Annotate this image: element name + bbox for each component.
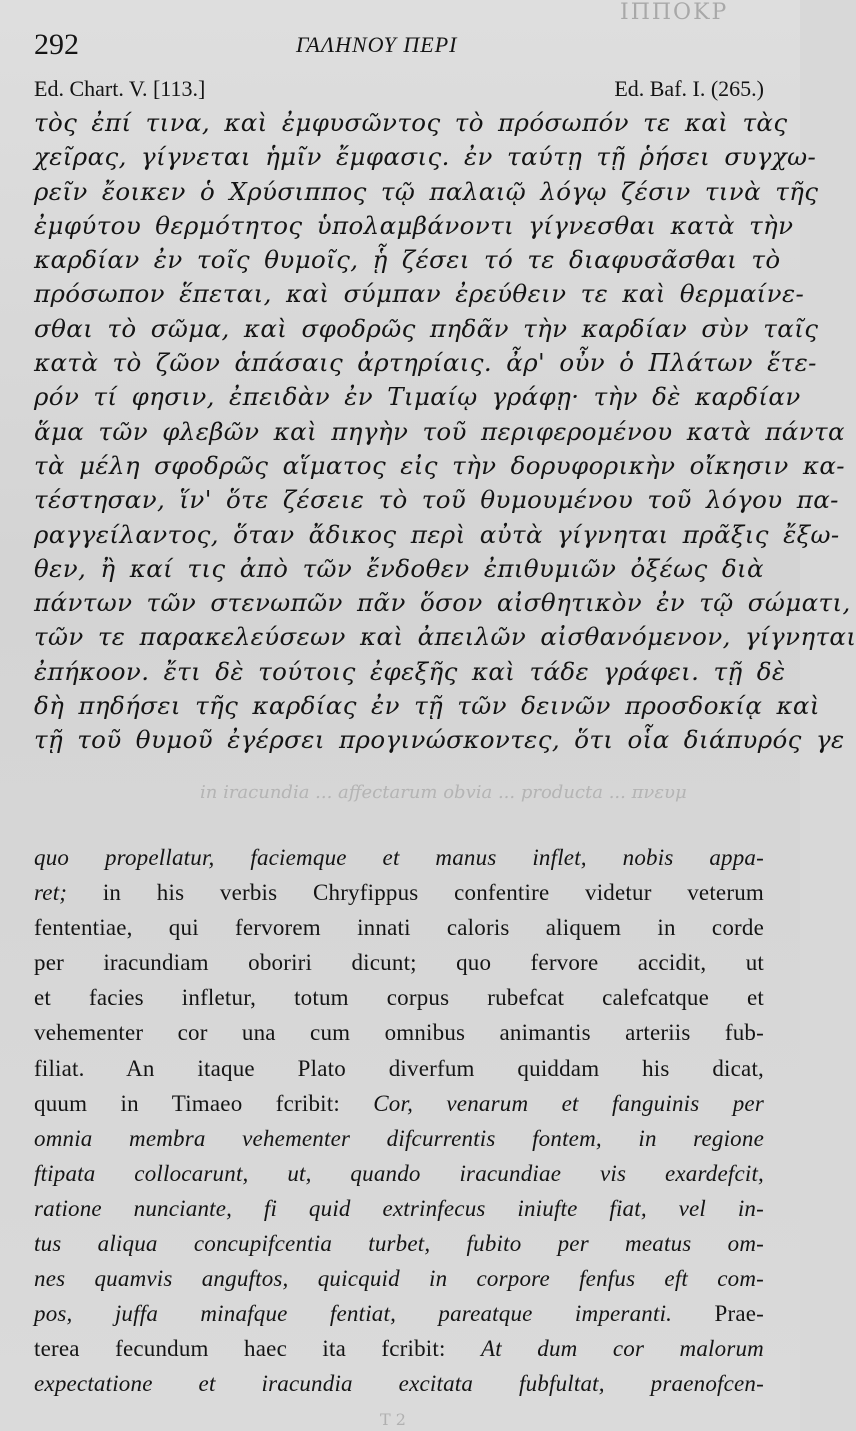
latin-italic-segment: omnia membra vehementer difcurrentis fontem, in regione bbox=[34, 1125, 764, 1151]
greek-line: τὸς ἐπί τινα, καὶ ἐμφυσῶντος τὸ πρόσωπόν τε καὶ τὰς bbox=[34, 108, 788, 137]
greek-line: πάντων τῶν στενωπῶν πᾶν ὅσον αἰσθητικὸν ἐν τῷ σώματι, bbox=[34, 588, 851, 618]
latin-italic-segment: pos, juffa minafque fentiat, pareatque imperanti. bbox=[34, 1301, 673, 1327]
greek-line: καρδίαν ἐν τοῖς θυμοῖς, ᾗ ζέσει τό τε διαφυσᾶσθαι τὸ bbox=[34, 245, 781, 275]
greek-line: ἐμφύτου θερμότητος ὑπολαμβάνοντι γίγνεσθαι κατὰ τὴν bbox=[34, 210, 794, 240]
latin-roman-segment: terea fecundum haec ita fcribit: bbox=[34, 1336, 481, 1362]
latin-italic-segment: tus aliqua concupifcentia turbet, fubito per meatus om- bbox=[34, 1231, 764, 1257]
latin-line bbox=[34, 1191, 764, 1226]
bleed-through-text-top: ΙΠΠΟΚΡ bbox=[620, 0, 729, 25]
latin-roman-segment: filiat. An itaque Plato diverfum quiddam his dicat, bbox=[34, 1055, 764, 1081]
latin-line bbox=[34, 1366, 764, 1401]
edition-chartier-ref: Ed. Chart. V. [113.] bbox=[34, 76, 206, 101]
greek-line: σθαι τὸ σῶμα, καὶ σφοδρῶς πηδᾶν τὴν καρδίαν σὺν ταῖς bbox=[34, 313, 819, 343]
latin-line bbox=[34, 1156, 764, 1191]
bleed-through-text-middle: in iracundia ... affectarum obvia ... producta ... πνευμ bbox=[200, 782, 687, 803]
greek-line: τὰ μέλη σφοδρῶς αἵματος εἰς τὴν δορυφορικὴν οἴκησιν κα- bbox=[34, 450, 845, 480]
bleed-through-text-bottom: T 2 bbox=[380, 1410, 406, 1429]
greek-text-block bbox=[34, 106, 856, 758]
latin-italic-segment: ratione nunciante, fi quid extrinfecus iniufte fiat, vel in- bbox=[34, 1195, 764, 1221]
latin-line bbox=[34, 980, 764, 1015]
latin-line bbox=[34, 1331, 764, 1366]
latin-roman-segment: per iracundiam oboriri dicunt; quo fervore accidit, ut bbox=[34, 950, 764, 976]
latin-italic-segment: expectatione et iracundia excitata fubfultat, praenofcen- bbox=[34, 1371, 764, 1397]
latin-line bbox=[34, 875, 764, 910]
latin-italic-segment: quo propellatur, faciemque et manus inflet, nobis appa- bbox=[34, 845, 764, 870]
latin-line bbox=[34, 1015, 764, 1050]
latin-line bbox=[34, 910, 764, 945]
latin-text-block bbox=[34, 840, 764, 1402]
edition-basel-ref: Ed. Baf. I. (265.) bbox=[614, 76, 764, 101]
greek-line: χεῖρας, γίγνεται ἡμῖν ἔμφασις. ἐν ταύτῃ τῇ ῥήσει συγχω- bbox=[34, 142, 817, 172]
latin-roman-segment: fententiae, qui fervorem innati caloris aliquem in corde bbox=[34, 915, 764, 941]
greek-line: πρόσωπον ἕπεται, καὶ σύμπαν ἐρεύθειν τε καὶ θερμαίνε- bbox=[34, 279, 805, 309]
greek-line: ἅμα τῶν φλεβῶν καὶ πηγὴν τοῦ περιφερομένου κατὰ πάντα bbox=[34, 416, 845, 446]
page-number: 292 bbox=[34, 28, 79, 61]
latin-line bbox=[34, 840, 764, 875]
greek-line: θεν, ἢ καί τις ἀπὸ τῶν ἔνδοθεν ἐπιθυμιῶν ὀξέως διὰ bbox=[34, 553, 764, 583]
page-header bbox=[34, 28, 764, 72]
latin-line bbox=[34, 1051, 764, 1086]
greek-line: ρόν τί φησιν, ἐπειδὰν ἐν Τιμαίῳ γράφῃ· τὴν δὲ καρδίαν bbox=[34, 382, 801, 412]
latin-line bbox=[34, 1226, 764, 1261]
running-title: ΓΑΛΗΝΟΥ ΠΕΡΙ bbox=[296, 32, 458, 57]
latin-italic-segment: At dum cor malorum bbox=[481, 1336, 764, 1362]
latin-line bbox=[34, 1121, 764, 1156]
latin-roman-segment: in his verbis Chryfippus confentire videtur veterum bbox=[67, 880, 764, 906]
latin-line bbox=[34, 1086, 764, 1121]
edition-reference-line bbox=[34, 76, 764, 106]
greek-line: ἐπήκοον. ἔτι δὲ τούτοις ἐφεξῆς καὶ τάδε γράφει. τῇ δὲ bbox=[34, 656, 786, 686]
greek-line: κατὰ τὸ ζῶον ἁπάσαις ἀρτηρίαις. ἆρ' οὖν ὁ Πλάτων ἕτε- bbox=[34, 348, 817, 378]
latin-italic-segment: ftipata collocarunt, ut, quando iracundiae vis exardefcit, bbox=[34, 1160, 764, 1186]
latin-line bbox=[34, 1261, 764, 1296]
latin-roman-segment: quum in Timaeo fcribit: bbox=[34, 1090, 374, 1116]
greek-line: τέστησαν, ἵν' ὅτε ζέσειε τὸ τοῦ θυμουμένου τοῦ λόγου πα- bbox=[34, 485, 839, 515]
greek-line: ραγγείλαντος, ὅταν ἄδικος περὶ αὐτὰ γίγνηται πρᾶξις ἔξω- bbox=[34, 519, 840, 549]
greek-line: τῶν τε παρακελεύσεων καὶ ἀπειλῶν αἰσθανόμενον, γίγνηται bbox=[34, 622, 856, 652]
greek-line: δὴ πηδήσει τῆς καρδίας ἐν τῇ τῶν δεινῶν προσδοκίᾳ καὶ bbox=[34, 691, 820, 721]
latin-italic-segment: Cor, venarum et fanguinis per bbox=[373, 1090, 764, 1116]
latin-roman-segment: vehementer cor una cum omnibus animantis arteriis fub- bbox=[34, 1020, 764, 1046]
greek-line: ρεῖν ἔοικεν ὁ Χρύσιππος τῷ παλαιῷ λόγῳ ζέσιν τινὰ τῆς bbox=[34, 176, 819, 206]
latin-italic-segment: nes quamvis anguftos, quicquid in corpore fenfus eft com- bbox=[34, 1266, 764, 1292]
latin-line bbox=[34, 1296, 764, 1331]
greek-line: τῇ τοῦ θυμοῦ ἐγέρσει προγινώσκοντες, ὅτι οἷα διάπυρός γε bbox=[34, 725, 845, 755]
latin-line bbox=[34, 945, 764, 980]
latin-italic-segment: ret; bbox=[34, 880, 68, 906]
latin-roman-segment: et facies infletur, totum corpus rubefcat calefcatque et bbox=[34, 985, 764, 1011]
latin-roman-segment: Prae- bbox=[672, 1301, 764, 1327]
